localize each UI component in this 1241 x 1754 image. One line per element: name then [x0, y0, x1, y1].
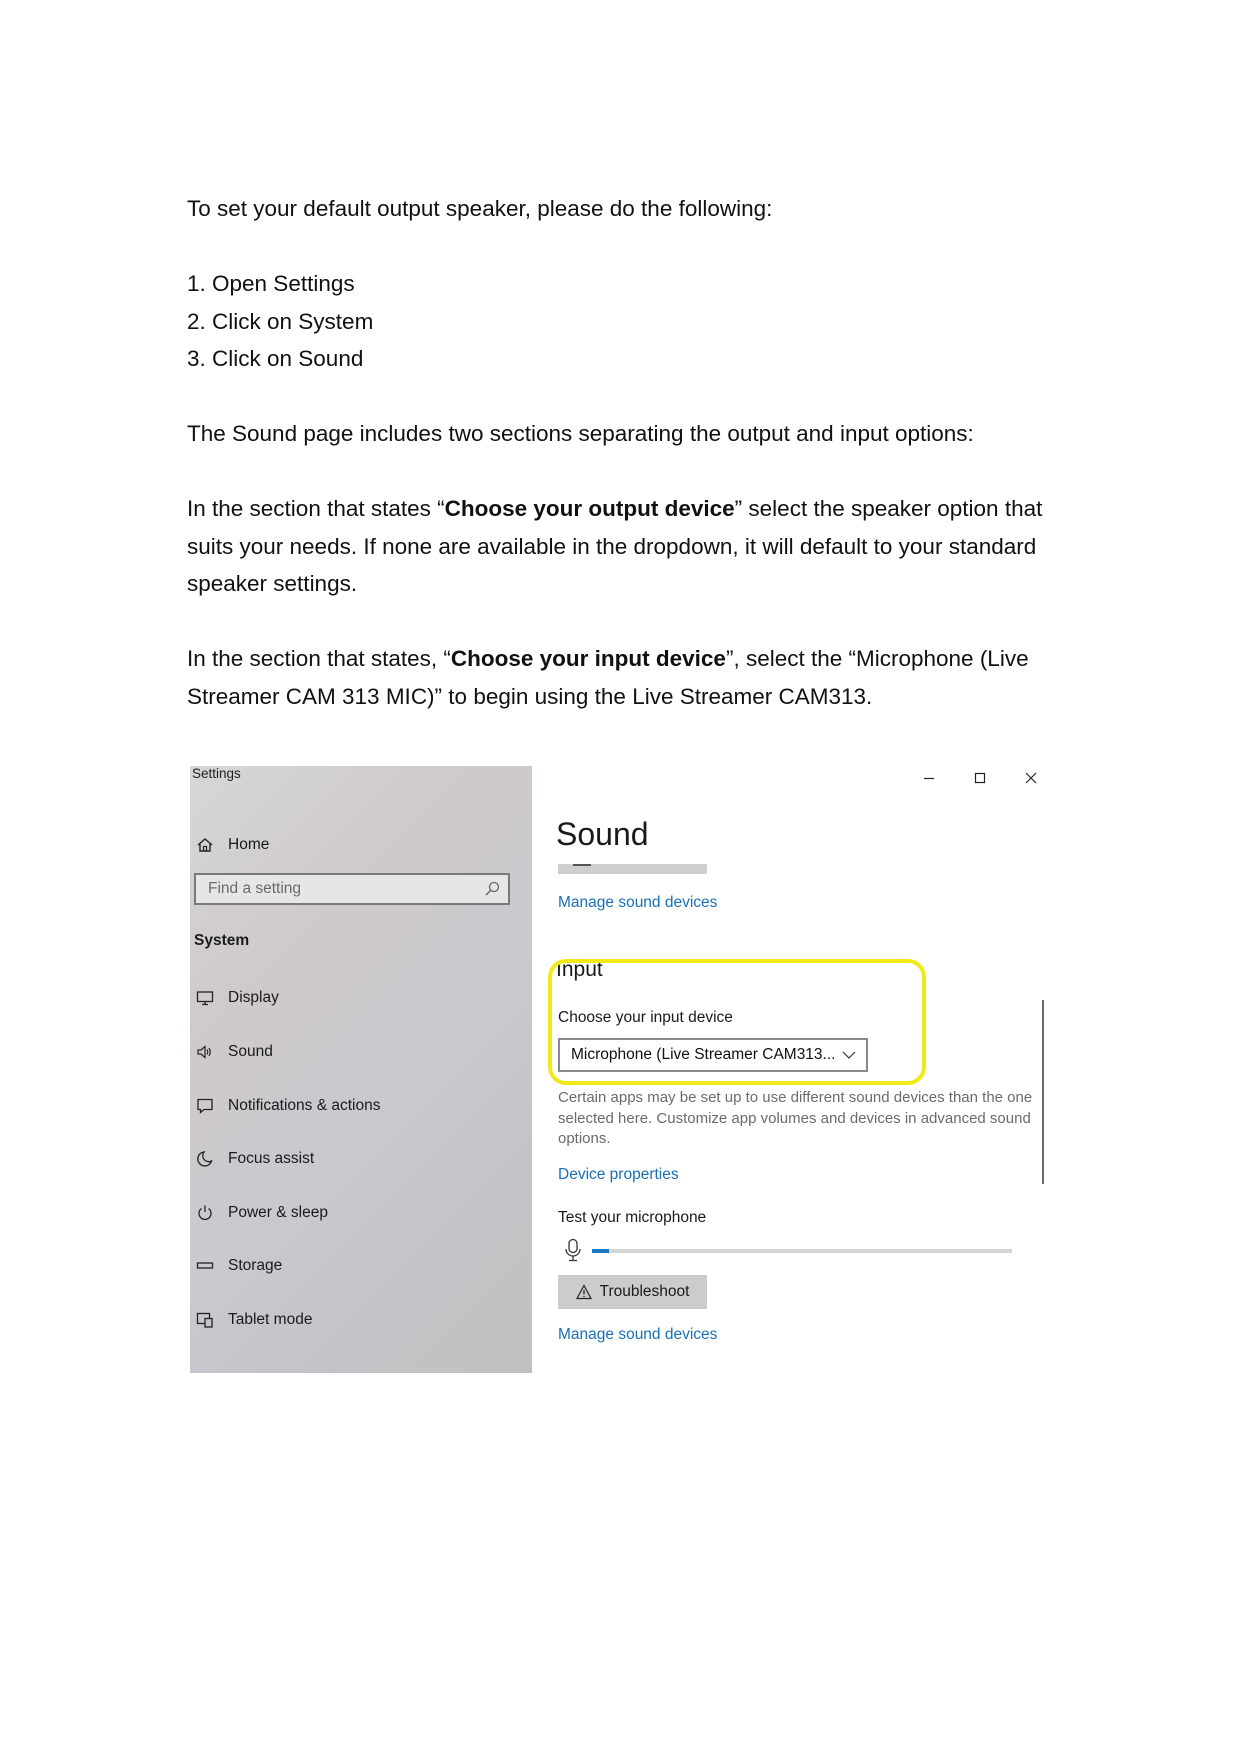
tablet-icon — [194, 1310, 216, 1330]
sidebar-item-storage[interactable] — [194, 1251, 282, 1281]
storage-icon — [194, 1256, 216, 1276]
sidebar-item-sound[interactable] — [194, 1037, 273, 1067]
output-volume-slider[interactable] — [558, 864, 707, 874]
output-paragraph: In the section that states “Choose your output device” select the speaker option that suits your needs. If none are available in the dropdown, it will default to your standard speaker settings. — [187, 496, 1043, 596]
input-device-phrase: Choose your input device — [450, 646, 726, 671]
step-1: 1. Open Settings — [187, 271, 355, 296]
input-device-value: Microphone (Live Streamer CAM313... — [571, 1046, 836, 1063]
close-button[interactable] — [1005, 766, 1056, 790]
settings-content — [532, 766, 1056, 1373]
test-microphone-label: Test your microphone — [558, 1209, 707, 1226]
sidebar-item-home[interactable] — [194, 830, 269, 860]
sidebar-item-display[interactable] — [194, 983, 279, 1013]
close-icon — [1024, 771, 1038, 785]
microphone-level-fill — [592, 1249, 609, 1253]
search-placeholder: Find a setting — [208, 880, 302, 897]
microphone-icon — [564, 1238, 582, 1262]
intro-text: To set your default output speaker, please do the following: — [187, 196, 773, 221]
maximize-button[interactable] — [954, 766, 1005, 790]
maximize-icon — [973, 771, 987, 785]
sidebar-item-label: Display — [228, 989, 279, 1006]
troubleshoot-button[interactable] — [558, 1275, 707, 1309]
window-controls — [903, 766, 1056, 790]
search-input[interactable] — [194, 873, 510, 905]
page-title: Sound — [556, 816, 649, 852]
settings-screenshot — [190, 766, 1056, 1373]
section-system: System — [194, 932, 250, 949]
step-3: 3. Click on Sound — [187, 346, 364, 371]
device-properties-link[interactable]: Device properties — [558, 1166, 679, 1183]
search-icon — [484, 881, 500, 897]
sidebar-item-label: Focus assist — [228, 1150, 315, 1167]
input-device-dropdown[interactable] — [558, 1038, 868, 1072]
manage-sound-devices-link-top[interactable]: Manage sound devices — [558, 894, 718, 911]
home-icon — [194, 835, 216, 855]
sidebar-item-label: Sound — [228, 1043, 273, 1060]
sidebar-item-label: Home — [228, 836, 270, 853]
input-paragraph: In the section that states, “Choose your input device”, select the “Microphone (Live Streamer CAM 313 MIC)” to begin using the Live Streamer CAM313. — [187, 646, 1029, 709]
scrollbar[interactable] — [1042, 1000, 1044, 1184]
speaker-icon — [194, 1042, 216, 1062]
sidebar-item-label: Tablet mode — [228, 1311, 313, 1328]
sidebar-item-label: Storage — [228, 1257, 283, 1274]
moon-icon — [194, 1149, 216, 1169]
sidebar-item-focus-assist[interactable] — [194, 1144, 314, 1174]
minimize-icon — [922, 771, 936, 785]
microphone-meter-row — [558, 1236, 1038, 1266]
input-heading: Input — [556, 958, 603, 981]
sections-text: The Sound page includes two sections separating the output and input options: — [187, 421, 974, 446]
step-2: 2. Click on System — [187, 308, 374, 334]
troubleshoot-label: Troubleshoot — [599, 1283, 690, 1300]
microphone-level-meter — [592, 1249, 1012, 1253]
power-icon — [194, 1203, 216, 1223]
sidebar-item-label: Power & sleep — [228, 1204, 328, 1221]
display-icon — [194, 988, 216, 1008]
sidebar-item-label: Notifications & actions — [228, 1097, 381, 1114]
minimize-button[interactable] — [903, 766, 954, 790]
instructions — [187, 190, 1067, 715]
chevron-down-icon — [842, 1049, 856, 1061]
warning-icon — [576, 1284, 592, 1300]
input-hint-text: Certain apps may be set up to use different sound devices than the one selected here. Customize app volumes and devices in advanced sound options. — [558, 1089, 1033, 1147]
manage-sound-devices-link-bottom[interactable]: Manage sound devices — [558, 1326, 718, 1343]
output-device-phrase: Choose your output device — [444, 496, 735, 521]
sidebar-item-power-sleep[interactable] — [194, 1198, 328, 1228]
sidebar-item-tablet-mode[interactable] — [194, 1305, 312, 1335]
sidebar-item-notifications[interactable] — [194, 1091, 381, 1121]
window-title: Settings — [192, 766, 241, 781]
settings-sidebar — [190, 766, 532, 1373]
choose-input-label: Choose your input device — [558, 1009, 733, 1026]
notification-icon — [194, 1096, 216, 1116]
